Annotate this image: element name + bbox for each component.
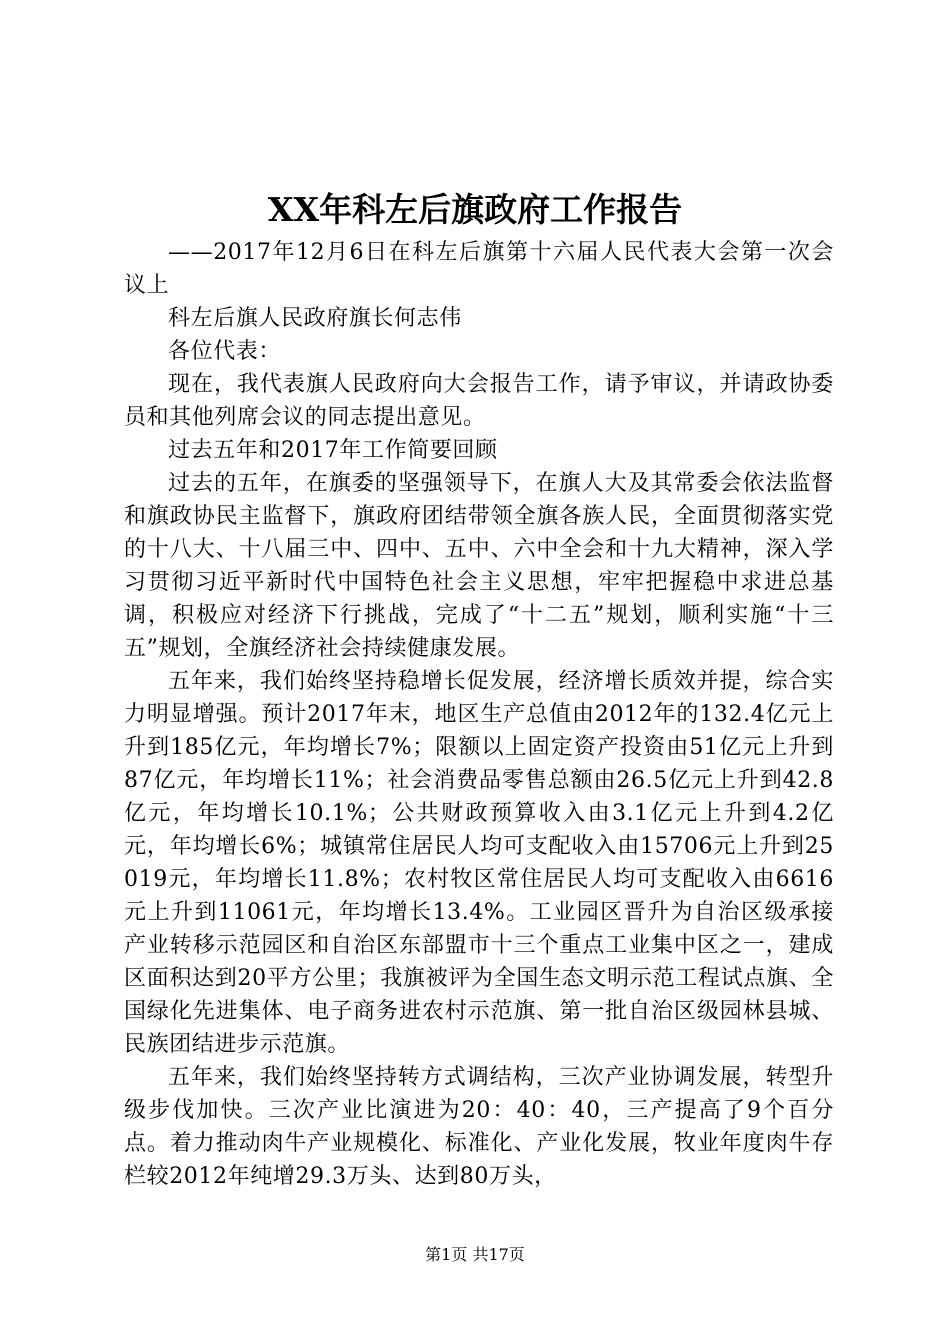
page-number-footer: 第1页 共17页 (425, 1245, 525, 1264)
body-paragraph: 过去的五年，在旗委的坚强领导下，在旗人大及其常委会依法监督和旗政协民主监督下，旗政府团结带领全旗各族人民，全面贯彻落实党的十八大、十八届三中、四中、五中、六中全会和十九大精神，深入学习贯彻习近平新时代中国特色社会主义思想，牢牢把握稳中求进总基调，积极应对经济下行挑战，完成了“十二五”规划，顺利实施“十三五”规划，全旗经济社会持续健康发展。 (124, 471, 834, 661)
body-paragraph: 五年来，我们始终坚持稳增长促发展，经济增长质效并提，综合实力明显增强。预计2017年末，地区生产总值由2012年的132.4亿元上升到185亿元，年均增长7%；限额以上固定资产投资由51亿元上升到87亿元，年均增长11%；社会消费品零售总额由26.5亿元上升到42.8亿元，年均增长10.1%；公共财政预算收入由3.1亿元上升到4.2亿元，年均增长6%；城镇常住居民人均可支配收入由15706元上升到25019元，年均增长11.8%；农村牧区常住居民人均可支配收入由6616元上升到11061元，年均增长13.4%。工业园区晋升为自治区级承接产业转移示范园区和自治区东部盟市十三个重点工业集中区之一，建成区面积达到20平方公里；我旗被评为全国生态文明示范工程试点旗、全国绿化先进集体、电子商务进农村示范旗、第一批自治区级园林县城、民族团结进步示范旗。 (124, 669, 834, 1057)
subtitle-paragraph: ——2017年12月6日在科左后旗第十六届人民代表大会第一次会议上 (124, 240, 834, 298)
salutation: 各位代表： (168, 339, 282, 364)
body-paragraph: 现在，我代表旗人民政府向大会报告工作，请予审议，并请政协委员和其他列席会议的同志提出意见。 (124, 372, 834, 430)
body-paragraph: 五年来，我们始终坚持转方式调结构，三次产业协调发展，转型升级步伐加快。三次产业比演进为20：40：40，三产提高了9个百分点。着力推动肉牛产业规模化、标准化、产业化发展，牧业年度肉牛存栏较2012年纯增29.3万头、达到80万头， (124, 1065, 834, 1189)
document-body (124, 236, 834, 1193)
speaker-line: 科左后旗人民政府旗长何志伟 (168, 306, 462, 331)
section-heading: 过去五年和2017年工作简要回顾 (168, 438, 498, 463)
document-title: XX年科左后旗政府工作报告 (267, 190, 683, 229)
